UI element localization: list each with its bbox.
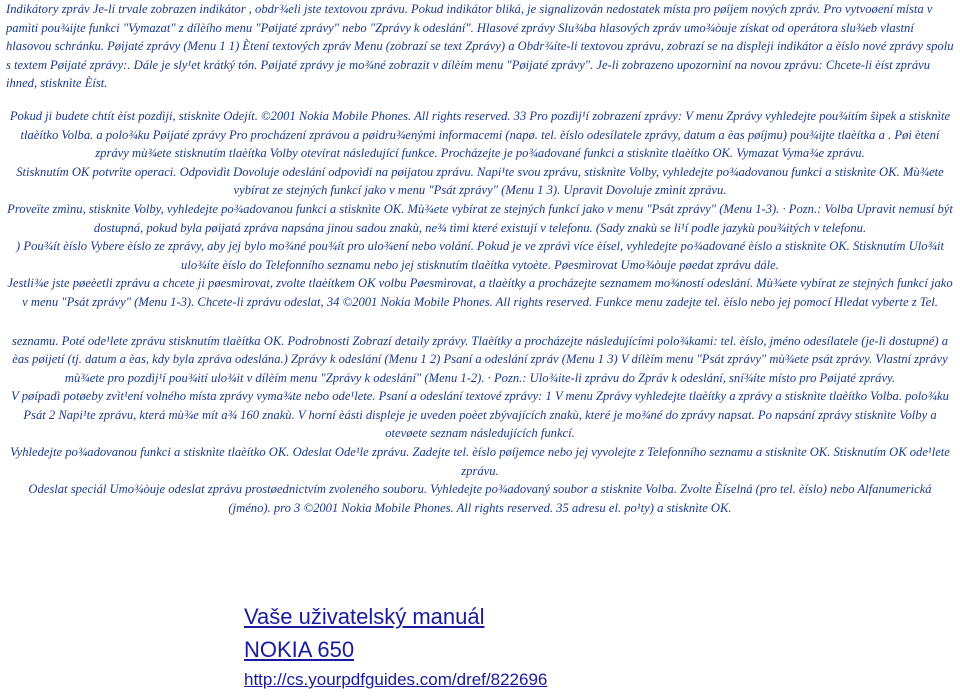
- paragraph-1: Indikátory zpráv Je-li trvale zobrazen indikátor , obdr¾eli jste textovou zprávu. Pokud indikátor bliká, je signalizován nedostatek místa pro pøíjem nových zpráv. Pro vytvoøení místa v pamìti pou¾ijte funkci "Vymazat" z dílèího menu "Pøijaté zprávy" nebo "Zprávy k odeslání". Hlasové zprávy Slu¾ba hlasových zpráv umo¾òuje získat od operátora slu¾eb vlastní hlasovou schránku. Pøijaté zprávy (Menu 1 1) Ètení textových zpráv Menu (zobrazí se text Zprávy) a Obdr¾íte-li textovou zprávu, zobrazí se na displeji indikátor a èíslo nové zprávy spolu s textem Pøijaté zprávy:. Dále je sly¹et krátký tón. Pøijaté zprávy je mo¾né zobrazit v dílèím menu "Pøijaté zprávy". Je-li zobrazeno upozornìní na novou zprávu: Chcete-li èíst zprávu ihned, stisknìte Èíst.: [6, 2, 954, 91]
- manual-title-link[interactable]: Vaše uživatelský manuál: [244, 604, 485, 629]
- paragraph-9: Vyhledejte po¾adovanou funkci a stisknìte tlaèítko OK. Odeslat Ode¹le zprávu. Zadejte tel. èíslo pøíjemce nebo jej vyvolejte z Telefonního seznamu a stisknìte OK. Stisknutím OK ode¹lete zprávu.: [10, 445, 950, 478]
- paragraph-8: V pøípadì potøeby zvìt¹ení volného místa zprávy vyma¾te nebo ode¹lete. Psaní a odeslání textové zprávy: 1 V menu Zprávy vyhledejte tlaèítky a zprávy a stisknìte tlaèítko Volba. polo¾ku Psát 2 Napi¹te zprávu, která mù¾e mít a¾ 160 znakù. V horní èásti displeje je uveden poèet zbývajících znakù, které je mo¾né do zprávy napsat. Po napsání zprávy stisknìte Volby a otevøete seznam následujících funkcí.: [11, 389, 949, 441]
- paragraph-3: Stisknutím OK potvrïte operaci. Odpovìdìt Dovoluje odeslání odpovìdi na pøijatou zprávu. Napi¹te svou zprávu, stisknìte Volby, vyhledejte po¾adovanou funkci a stisknìte OK. Mù¾ete vybírat ze stejných funkcí jako v menu "Psát zprávy" (Menu 1 3). Upravit Dovoluje zmìnit zprávu.: [16, 164, 944, 198]
- paragraph-7: seznamu. Poté ode¹lete zprávu stisknutím tlaèítka OK. Podrobnosti Zobrazí detaily zprávy. Tlaèítky a procházejte následujícími polo¾kami: tel. èíslo, jméno odesílatele (je-li dostupné) a èas pøijetí (tj. datum a èas, kdy byla zpráva odeslána.) Zprávy k odeslání (Menu 1 2) Psaní a odeslání zpráv (Menu 1 3) V dílèím menu "Psát zprávy" mù¾ete psát zprávy. Vlastní zprávy mù¾ete pro pozdìj¹í pou¾ití ulo¾it v dílèím menu "Zprávy k odeslání" (Menu 1-2). · Pozn.: Ulo¾ite-li zprávu do Zpráv k odeslání, sní¾íte místo pro Pøijaté zprávy.: [11, 333, 949, 385]
- paragraph-2: Pokud ji budete chtít èíst pozdìji, stisknìte Odejít. ©2001 Nokia Mobile Phones. All rights reserved. 33 Pro pozdìj¹í zobrazení zprávy: V menu Zprávy vyhledejte pou¾itím šipek a stisknìte tlaèítko Volba. a polo¾ku Pøijaté zprávy Pro procházení zprávou a pøidru¾enými informacemi (napø. tel. èíslo odesílatele zprávy, datum a èas pøíjmu) pou¾ijte tlaèítka a . Pøi ètení zprávy mù¾ete stisknutím tlaèítka Volby otevírat následující funkce. Procházejte je po¾adované funkci a stisknìte tlaèítko OK. Vymazat Vyma¾e zprávu.: [9, 108, 951, 161]
- manual-links: [244, 602, 547, 691]
- product-link[interactable]: NOKIA 650: [244, 637, 355, 662]
- paragraph-6: Jestli¾e jste pøeèetli zprávu a chcete ji pøesmìrovat, zvolte tlaèítkem OK volbu Pøesmìrovat, a tlaèítky a procházejte seznamem mo¾ností odeslání. Mù¾ete vybírat ze stejných funkcí jako v menu "Psát zprávy" (Menu 1-3). Chcete-li zprávu odeslat, 34 ©2001 Nokia Mobile Phones. All rights reserved. Funkce menu zadejte tel. èíslo nebo jej pomocí Hledat vyberte z Tel.: [7, 276, 953, 309]
- spacer: [0, 312, 960, 332]
- manual-url-link[interactable]: http://cs.yourpdfguides.com/dref/822696: [244, 670, 548, 689]
- paragraph-4: Proveïte zmìnu, stisknìte Volby, vyhledejte po¾adovanou funkci a stisknìte OK. Mù¾ete vybírat ze stejných funkcí jako v menu "Psát zprávy" (Menu 1-3). · Pozn.: Volba Upravit nemusí být dostupná, pokud byla pøijatá zpráva napsána jinou sadou znakù, ne¾ tìmi které existují v telefonu. (Sady znakù se li¹í podle jazykù pou¾itých v telefonu.: [7, 201, 953, 235]
- paragraph-5: ) Pou¾ít èíslo Vybere èíslo ze zprávy, aby jej bylo mo¾né pou¾ít pro ulo¾ení nebo volání. Pokud je ve zprávì více èísel, vyhledejte po¾adované èíslo a stisknìte OK. Stisknutím Ulo¾it ulo¾íte èíslo do Telefonního seznamu nebo jej stisknutím tlaèítka vytoète. Pøesmìrovat Umo¾òuje pøedat zprávu dále.: [16, 239, 944, 272]
- paragraph-10: Odeslat speciál Umo¾òuje odeslat zprávu prostøednictvím zvoleného souboru. Vyhledejte po¾adovaný soubor a stisknìte Volba. Zvolte Èíselná (pro tel. èíslo) nebo Alfanumerická (jméno). pro 3 ©2001 Nokia Mobile Phones. All rights reserved. 35 adresu el. po¹ty) a stisknìte OK.: [28, 482, 932, 515]
- spacer: [0, 93, 960, 107]
